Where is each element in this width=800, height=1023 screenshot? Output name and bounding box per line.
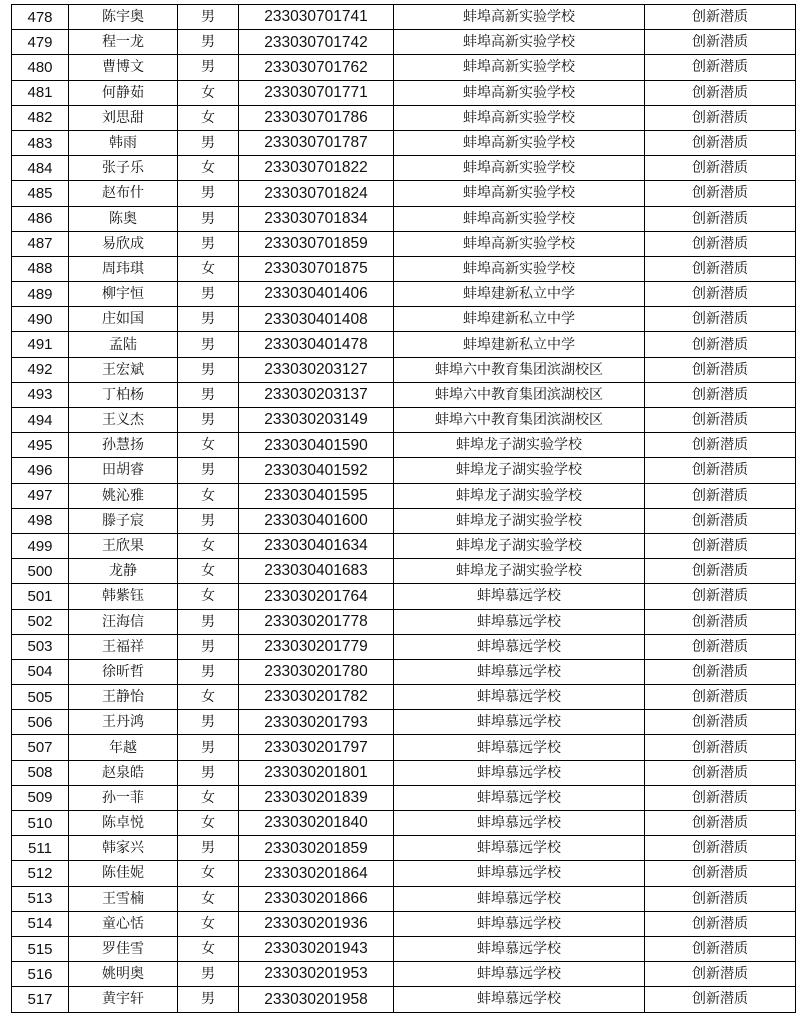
student-name-cell: 年越 bbox=[69, 735, 178, 760]
exam-id-cell: 233030701786 bbox=[239, 105, 394, 130]
row-number-cell: 510 bbox=[12, 811, 69, 836]
exam-id-cell: 233030201864 bbox=[239, 861, 394, 886]
exam-id-cell: 233030201958 bbox=[239, 987, 394, 1012]
school-name-cell: 蚌埠慕远学校 bbox=[394, 760, 645, 785]
roster-sheet bbox=[11, 4, 796, 1013]
exam-id-cell: 233030701742 bbox=[239, 30, 394, 55]
table-row bbox=[12, 55, 796, 80]
row-number-cell: 503 bbox=[12, 634, 69, 659]
student-name-cell: 柳宇恒 bbox=[69, 282, 178, 307]
category-cell: 创新潜质 bbox=[645, 408, 796, 433]
category-cell: 创新潜质 bbox=[645, 483, 796, 508]
student-name-cell: 姚明奥 bbox=[69, 962, 178, 987]
category-cell: 创新潜质 bbox=[645, 80, 796, 105]
exam-id-cell: 233030701762 bbox=[239, 55, 394, 80]
school-name-cell: 蚌埠高新实验学校 bbox=[394, 256, 645, 281]
student-gender-cell: 男 bbox=[178, 735, 239, 760]
student-name-cell: 王义杰 bbox=[69, 408, 178, 433]
student-gender-cell: 女 bbox=[178, 785, 239, 810]
row-number-cell: 512 bbox=[12, 861, 69, 886]
category-cell: 创新潜质 bbox=[645, 357, 796, 382]
school-name-cell: 蚌埠高新实验学校 bbox=[394, 130, 645, 155]
category-cell: 创新潜质 bbox=[645, 332, 796, 357]
student-name-cell: 何静茹 bbox=[69, 80, 178, 105]
table-row bbox=[12, 408, 796, 433]
category-cell: 创新潜质 bbox=[645, 433, 796, 458]
category-cell: 创新潜质 bbox=[645, 987, 796, 1012]
exam-id-cell: 233030701771 bbox=[239, 80, 394, 105]
student-name-cell: 周玮琪 bbox=[69, 256, 178, 281]
category-cell: 创新潜质 bbox=[645, 231, 796, 256]
student-name-cell: 孟陆 bbox=[69, 332, 178, 357]
student-name-cell: 丁柏杨 bbox=[69, 382, 178, 407]
category-cell: 创新潜质 bbox=[645, 307, 796, 332]
student-gender-cell: 男 bbox=[178, 382, 239, 407]
table-row bbox=[12, 231, 796, 256]
student-gender-cell: 男 bbox=[178, 836, 239, 861]
exam-id-cell: 233030203137 bbox=[239, 382, 394, 407]
roster-body bbox=[12, 5, 796, 1013]
table-row bbox=[12, 433, 796, 458]
row-number-cell: 485 bbox=[12, 181, 69, 206]
school-name-cell: 蚌埠龙子湖实验学校 bbox=[394, 483, 645, 508]
category-cell: 创新潜质 bbox=[645, 533, 796, 558]
exam-id-cell: 233030701824 bbox=[239, 181, 394, 206]
school-name-cell: 蚌埠高新实验学校 bbox=[394, 181, 645, 206]
student-name-cell: 程一龙 bbox=[69, 30, 178, 55]
school-name-cell: 蚌埠高新实验学校 bbox=[394, 80, 645, 105]
category-cell: 创新潜质 bbox=[645, 785, 796, 810]
row-number-cell: 491 bbox=[12, 332, 69, 357]
exam-id-cell: 233030701787 bbox=[239, 130, 394, 155]
row-number-cell: 516 bbox=[12, 962, 69, 987]
exam-id-cell: 233030201797 bbox=[239, 735, 394, 760]
exam-id-cell: 233030201839 bbox=[239, 785, 394, 810]
school-name-cell: 蚌埠龙子湖实验学校 bbox=[394, 533, 645, 558]
student-gender-cell: 女 bbox=[178, 533, 239, 558]
table-row bbox=[12, 936, 796, 961]
row-number-cell: 496 bbox=[12, 458, 69, 483]
student-name-cell: 徐昕哲 bbox=[69, 659, 178, 684]
student-name-cell: 王欣果 bbox=[69, 533, 178, 558]
student-name-cell: 赵泉皓 bbox=[69, 760, 178, 785]
row-number-cell: 482 bbox=[12, 105, 69, 130]
school-name-cell: 蚌埠慕远学校 bbox=[394, 987, 645, 1012]
student-name-cell: 张子乐 bbox=[69, 156, 178, 181]
table-row bbox=[12, 533, 796, 558]
row-number-cell: 487 bbox=[12, 231, 69, 256]
row-number-cell: 507 bbox=[12, 735, 69, 760]
student-name-cell: 韩紫钰 bbox=[69, 584, 178, 609]
exam-id-cell: 233030701834 bbox=[239, 206, 394, 231]
table-row bbox=[12, 332, 796, 357]
student-gender-cell: 男 bbox=[178, 634, 239, 659]
student-gender-cell: 女 bbox=[178, 685, 239, 710]
row-number-cell: 508 bbox=[12, 760, 69, 785]
exam-id-cell: 233030401478 bbox=[239, 332, 394, 357]
row-number-cell: 504 bbox=[12, 659, 69, 684]
category-cell: 创新潜质 bbox=[645, 130, 796, 155]
school-name-cell: 蚌埠建新私立中学 bbox=[394, 332, 645, 357]
student-gender-cell: 女 bbox=[178, 886, 239, 911]
exam-id-cell: 233030201764 bbox=[239, 584, 394, 609]
student-gender-cell: 男 bbox=[178, 5, 239, 30]
row-number-cell: 483 bbox=[12, 130, 69, 155]
category-cell: 创新潜质 bbox=[645, 735, 796, 760]
row-number-cell: 502 bbox=[12, 609, 69, 634]
row-number-cell: 501 bbox=[12, 584, 69, 609]
school-name-cell: 蚌埠慕远学校 bbox=[394, 911, 645, 936]
table-row bbox=[12, 458, 796, 483]
student-gender-cell: 男 bbox=[178, 30, 239, 55]
student-name-cell: 陈佳妮 bbox=[69, 861, 178, 886]
row-number-cell: 495 bbox=[12, 433, 69, 458]
student-name-cell: 刘思甜 bbox=[69, 105, 178, 130]
category-cell: 创新潜质 bbox=[645, 886, 796, 911]
student-gender-cell: 女 bbox=[178, 911, 239, 936]
table-row bbox=[12, 987, 796, 1012]
category-cell: 创新潜质 bbox=[645, 911, 796, 936]
student-name-cell: 王丹鸿 bbox=[69, 710, 178, 735]
student-name-cell: 罗佳雪 bbox=[69, 936, 178, 961]
school-name-cell: 蚌埠慕远学校 bbox=[394, 634, 645, 659]
school-name-cell: 蚌埠龙子湖实验学校 bbox=[394, 433, 645, 458]
student-gender-cell: 女 bbox=[178, 559, 239, 584]
student-gender-cell: 男 bbox=[178, 181, 239, 206]
exam-id-cell: 233030401406 bbox=[239, 282, 394, 307]
row-number-cell: 509 bbox=[12, 785, 69, 810]
table-row bbox=[12, 181, 796, 206]
school-name-cell: 蚌埠慕远学校 bbox=[394, 659, 645, 684]
table-row bbox=[12, 357, 796, 382]
student-gender-cell: 女 bbox=[178, 105, 239, 130]
table-row bbox=[12, 609, 796, 634]
exam-id-cell: 233030201859 bbox=[239, 836, 394, 861]
student-gender-cell: 男 bbox=[178, 357, 239, 382]
category-cell: 创新潜质 bbox=[645, 634, 796, 659]
student-gender-cell: 男 bbox=[178, 206, 239, 231]
student-name-cell: 陈卓悦 bbox=[69, 811, 178, 836]
school-name-cell: 蚌埠高新实验学校 bbox=[394, 30, 645, 55]
category-cell: 创新潜质 bbox=[645, 508, 796, 533]
student-gender-cell: 男 bbox=[178, 987, 239, 1012]
student-name-cell: 姚沁雅 bbox=[69, 483, 178, 508]
exam-id-cell: 233030203149 bbox=[239, 408, 394, 433]
table-row bbox=[12, 5, 796, 30]
school-name-cell: 蚌埠建新私立中学 bbox=[394, 307, 645, 332]
category-cell: 创新潜质 bbox=[645, 936, 796, 961]
table-row bbox=[12, 105, 796, 130]
school-name-cell: 蚌埠慕远学校 bbox=[394, 861, 645, 886]
exam-id-cell: 233030201943 bbox=[239, 936, 394, 961]
category-cell: 创新潜质 bbox=[645, 5, 796, 30]
exam-id-cell: 233030701859 bbox=[239, 231, 394, 256]
student-name-cell: 易欣成 bbox=[69, 231, 178, 256]
student-name-cell: 王福祥 bbox=[69, 634, 178, 659]
student-gender-cell: 男 bbox=[178, 307, 239, 332]
exam-id-cell: 233030201936 bbox=[239, 911, 394, 936]
row-number-cell: 497 bbox=[12, 483, 69, 508]
table-row bbox=[12, 710, 796, 735]
row-number-cell: 478 bbox=[12, 5, 69, 30]
student-gender-cell: 女 bbox=[178, 811, 239, 836]
row-number-cell: 480 bbox=[12, 55, 69, 80]
student-gender-cell: 女 bbox=[178, 156, 239, 181]
table-row bbox=[12, 156, 796, 181]
student-gender-cell: 男 bbox=[178, 458, 239, 483]
student-name-cell: 汪海信 bbox=[69, 609, 178, 634]
category-cell: 创新潜质 bbox=[645, 760, 796, 785]
table-row bbox=[12, 685, 796, 710]
student-gender-cell: 男 bbox=[178, 332, 239, 357]
student-name-cell: 庄如国 bbox=[69, 307, 178, 332]
exam-id-cell: 233030201793 bbox=[239, 710, 394, 735]
row-number-cell: 486 bbox=[12, 206, 69, 231]
school-name-cell: 蚌埠慕远学校 bbox=[394, 886, 645, 911]
school-name-cell: 蚌埠慕远学校 bbox=[394, 836, 645, 861]
student-gender-cell: 女 bbox=[178, 936, 239, 961]
school-name-cell: 蚌埠高新实验学校 bbox=[394, 206, 645, 231]
student-name-cell: 田胡睿 bbox=[69, 458, 178, 483]
student-gender-cell: 男 bbox=[178, 760, 239, 785]
table-row bbox=[12, 382, 796, 407]
table-row bbox=[12, 760, 796, 785]
row-number-cell: 517 bbox=[12, 987, 69, 1012]
student-name-cell: 陈奥 bbox=[69, 206, 178, 231]
table-row bbox=[12, 861, 796, 886]
category-cell: 创新潜质 bbox=[645, 282, 796, 307]
row-number-cell: 514 bbox=[12, 911, 69, 936]
student-name-cell: 韩家兴 bbox=[69, 836, 178, 861]
category-cell: 创新潜质 bbox=[645, 206, 796, 231]
exam-id-cell: 233030701822 bbox=[239, 156, 394, 181]
row-number-cell: 490 bbox=[12, 307, 69, 332]
category-cell: 创新潜质 bbox=[645, 382, 796, 407]
exam-id-cell: 233030201953 bbox=[239, 962, 394, 987]
row-number-cell: 511 bbox=[12, 836, 69, 861]
exam-id-cell: 233030401600 bbox=[239, 508, 394, 533]
school-name-cell: 蚌埠建新私立中学 bbox=[394, 282, 645, 307]
student-name-cell: 滕子宸 bbox=[69, 508, 178, 533]
category-cell: 创新潜质 bbox=[645, 609, 796, 634]
table-row bbox=[12, 584, 796, 609]
student-gender-cell: 女 bbox=[178, 584, 239, 609]
school-name-cell: 蚌埠六中教育集团滨湖校区 bbox=[394, 382, 645, 407]
student-gender-cell: 女 bbox=[178, 433, 239, 458]
student-gender-cell: 女 bbox=[178, 483, 239, 508]
table-row bbox=[12, 80, 796, 105]
row-number-cell: 499 bbox=[12, 533, 69, 558]
school-name-cell: 蚌埠高新实验学校 bbox=[394, 231, 645, 256]
student-gender-cell: 女 bbox=[178, 256, 239, 281]
student-gender-cell: 男 bbox=[178, 408, 239, 433]
category-cell: 创新潜质 bbox=[645, 861, 796, 886]
row-number-cell: 513 bbox=[12, 886, 69, 911]
student-name-cell: 陈宇奥 bbox=[69, 5, 178, 30]
student-gender-cell: 男 bbox=[178, 710, 239, 735]
table-row bbox=[12, 483, 796, 508]
row-number-cell: 488 bbox=[12, 256, 69, 281]
exam-id-cell: 233030401634 bbox=[239, 533, 394, 558]
category-cell: 创新潜质 bbox=[645, 584, 796, 609]
student-name-cell: 童心恬 bbox=[69, 911, 178, 936]
student-gender-cell: 男 bbox=[178, 231, 239, 256]
table-row bbox=[12, 256, 796, 281]
school-name-cell: 蚌埠慕远学校 bbox=[394, 962, 645, 987]
exam-id-cell: 233030401592 bbox=[239, 458, 394, 483]
school-name-cell: 蚌埠慕远学校 bbox=[394, 609, 645, 634]
school-name-cell: 蚌埠龙子湖实验学校 bbox=[394, 508, 645, 533]
category-cell: 创新潜质 bbox=[645, 156, 796, 181]
row-number-cell: 500 bbox=[12, 559, 69, 584]
category-cell: 创新潜质 bbox=[645, 181, 796, 206]
school-name-cell: 蚌埠高新实验学校 bbox=[394, 5, 645, 30]
school-name-cell: 蚌埠慕远学校 bbox=[394, 936, 645, 961]
school-name-cell: 蚌埠慕远学校 bbox=[394, 710, 645, 735]
exam-id-cell: 233030401683 bbox=[239, 559, 394, 584]
student-name-cell: 王宏斌 bbox=[69, 357, 178, 382]
row-number-cell: 505 bbox=[12, 685, 69, 710]
student-name-cell: 韩雨 bbox=[69, 130, 178, 155]
table-row bbox=[12, 785, 796, 810]
exam-id-cell: 233030701741 bbox=[239, 5, 394, 30]
student-name-cell: 曹博文 bbox=[69, 55, 178, 80]
category-cell: 创新潜质 bbox=[645, 710, 796, 735]
row-number-cell: 479 bbox=[12, 30, 69, 55]
category-cell: 创新潜质 bbox=[645, 30, 796, 55]
category-cell: 创新潜质 bbox=[645, 559, 796, 584]
category-cell: 创新潜质 bbox=[645, 659, 796, 684]
school-name-cell: 蚌埠慕远学校 bbox=[394, 685, 645, 710]
exam-id-cell: 233030201779 bbox=[239, 634, 394, 659]
student-name-cell: 王静怡 bbox=[69, 685, 178, 710]
table-row bbox=[12, 836, 796, 861]
category-cell: 创新潜质 bbox=[645, 55, 796, 80]
category-cell: 创新潜质 bbox=[645, 256, 796, 281]
school-name-cell: 蚌埠龙子湖实验学校 bbox=[394, 559, 645, 584]
student-gender-cell: 男 bbox=[178, 609, 239, 634]
student-gender-cell: 男 bbox=[178, 962, 239, 987]
table-row bbox=[12, 811, 796, 836]
student-gender-cell: 女 bbox=[178, 861, 239, 886]
student-name-cell: 龙静 bbox=[69, 559, 178, 584]
student-gender-cell: 男 bbox=[178, 659, 239, 684]
student-gender-cell: 男 bbox=[178, 282, 239, 307]
exam-id-cell: 233030701875 bbox=[239, 256, 394, 281]
row-number-cell: 498 bbox=[12, 508, 69, 533]
exam-id-cell: 233030203127 bbox=[239, 357, 394, 382]
exam-id-cell: 233030401595 bbox=[239, 483, 394, 508]
row-number-cell: 515 bbox=[12, 936, 69, 961]
student-name-cell: 孙一菲 bbox=[69, 785, 178, 810]
school-name-cell: 蚌埠高新实验学校 bbox=[394, 55, 645, 80]
row-number-cell: 494 bbox=[12, 408, 69, 433]
table-row bbox=[12, 659, 796, 684]
exam-id-cell: 233030201840 bbox=[239, 811, 394, 836]
table-row bbox=[12, 911, 796, 936]
table-row bbox=[12, 282, 796, 307]
row-number-cell: 481 bbox=[12, 80, 69, 105]
student-name-cell: 黄宇轩 bbox=[69, 987, 178, 1012]
school-name-cell: 蚌埠六中教育集团滨湖校区 bbox=[394, 357, 645, 382]
school-name-cell: 蚌埠慕远学校 bbox=[394, 584, 645, 609]
row-number-cell: 492 bbox=[12, 357, 69, 382]
student-gender-cell: 男 bbox=[178, 508, 239, 533]
exam-id-cell: 233030201801 bbox=[239, 760, 394, 785]
exam-id-cell: 233030201782 bbox=[239, 685, 394, 710]
student-name-cell: 赵布什 bbox=[69, 181, 178, 206]
school-name-cell: 蚌埠高新实验学校 bbox=[394, 156, 645, 181]
student-gender-cell: 女 bbox=[178, 80, 239, 105]
row-number-cell: 506 bbox=[12, 710, 69, 735]
school-name-cell: 蚌埠六中教育集团滨湖校区 bbox=[394, 408, 645, 433]
exam-id-cell: 233030401408 bbox=[239, 307, 394, 332]
student-gender-cell: 男 bbox=[178, 130, 239, 155]
table-row bbox=[12, 962, 796, 987]
category-cell: 创新潜质 bbox=[645, 836, 796, 861]
category-cell: 创新潜质 bbox=[645, 811, 796, 836]
school-name-cell: 蚌埠慕远学校 bbox=[394, 785, 645, 810]
table-row bbox=[12, 886, 796, 911]
category-cell: 创新潜质 bbox=[645, 685, 796, 710]
table-row bbox=[12, 559, 796, 584]
school-name-cell: 蚌埠慕远学校 bbox=[394, 811, 645, 836]
table-row bbox=[12, 634, 796, 659]
student-name-cell: 王雪楠 bbox=[69, 886, 178, 911]
table-row bbox=[12, 735, 796, 760]
student-name-cell: 孙慧扬 bbox=[69, 433, 178, 458]
school-name-cell: 蚌埠高新实验学校 bbox=[394, 105, 645, 130]
table-row bbox=[12, 206, 796, 231]
student-gender-cell: 男 bbox=[178, 55, 239, 80]
row-number-cell: 493 bbox=[12, 382, 69, 407]
category-cell: 创新潜质 bbox=[645, 105, 796, 130]
category-cell: 创新潜质 bbox=[645, 458, 796, 483]
category-cell: 创新潜质 bbox=[645, 962, 796, 987]
table-row bbox=[12, 307, 796, 332]
student-roster-table bbox=[11, 4, 796, 1013]
exam-id-cell: 233030401590 bbox=[239, 433, 394, 458]
table-row bbox=[12, 30, 796, 55]
exam-id-cell: 233030201780 bbox=[239, 659, 394, 684]
school-name-cell: 蚌埠慕远学校 bbox=[394, 735, 645, 760]
row-number-cell: 484 bbox=[12, 156, 69, 181]
table-row bbox=[12, 508, 796, 533]
exam-id-cell: 233030201778 bbox=[239, 609, 394, 634]
exam-id-cell: 233030201866 bbox=[239, 886, 394, 911]
row-number-cell: 489 bbox=[12, 282, 69, 307]
table-row bbox=[12, 130, 796, 155]
school-name-cell: 蚌埠龙子湖实验学校 bbox=[394, 458, 645, 483]
